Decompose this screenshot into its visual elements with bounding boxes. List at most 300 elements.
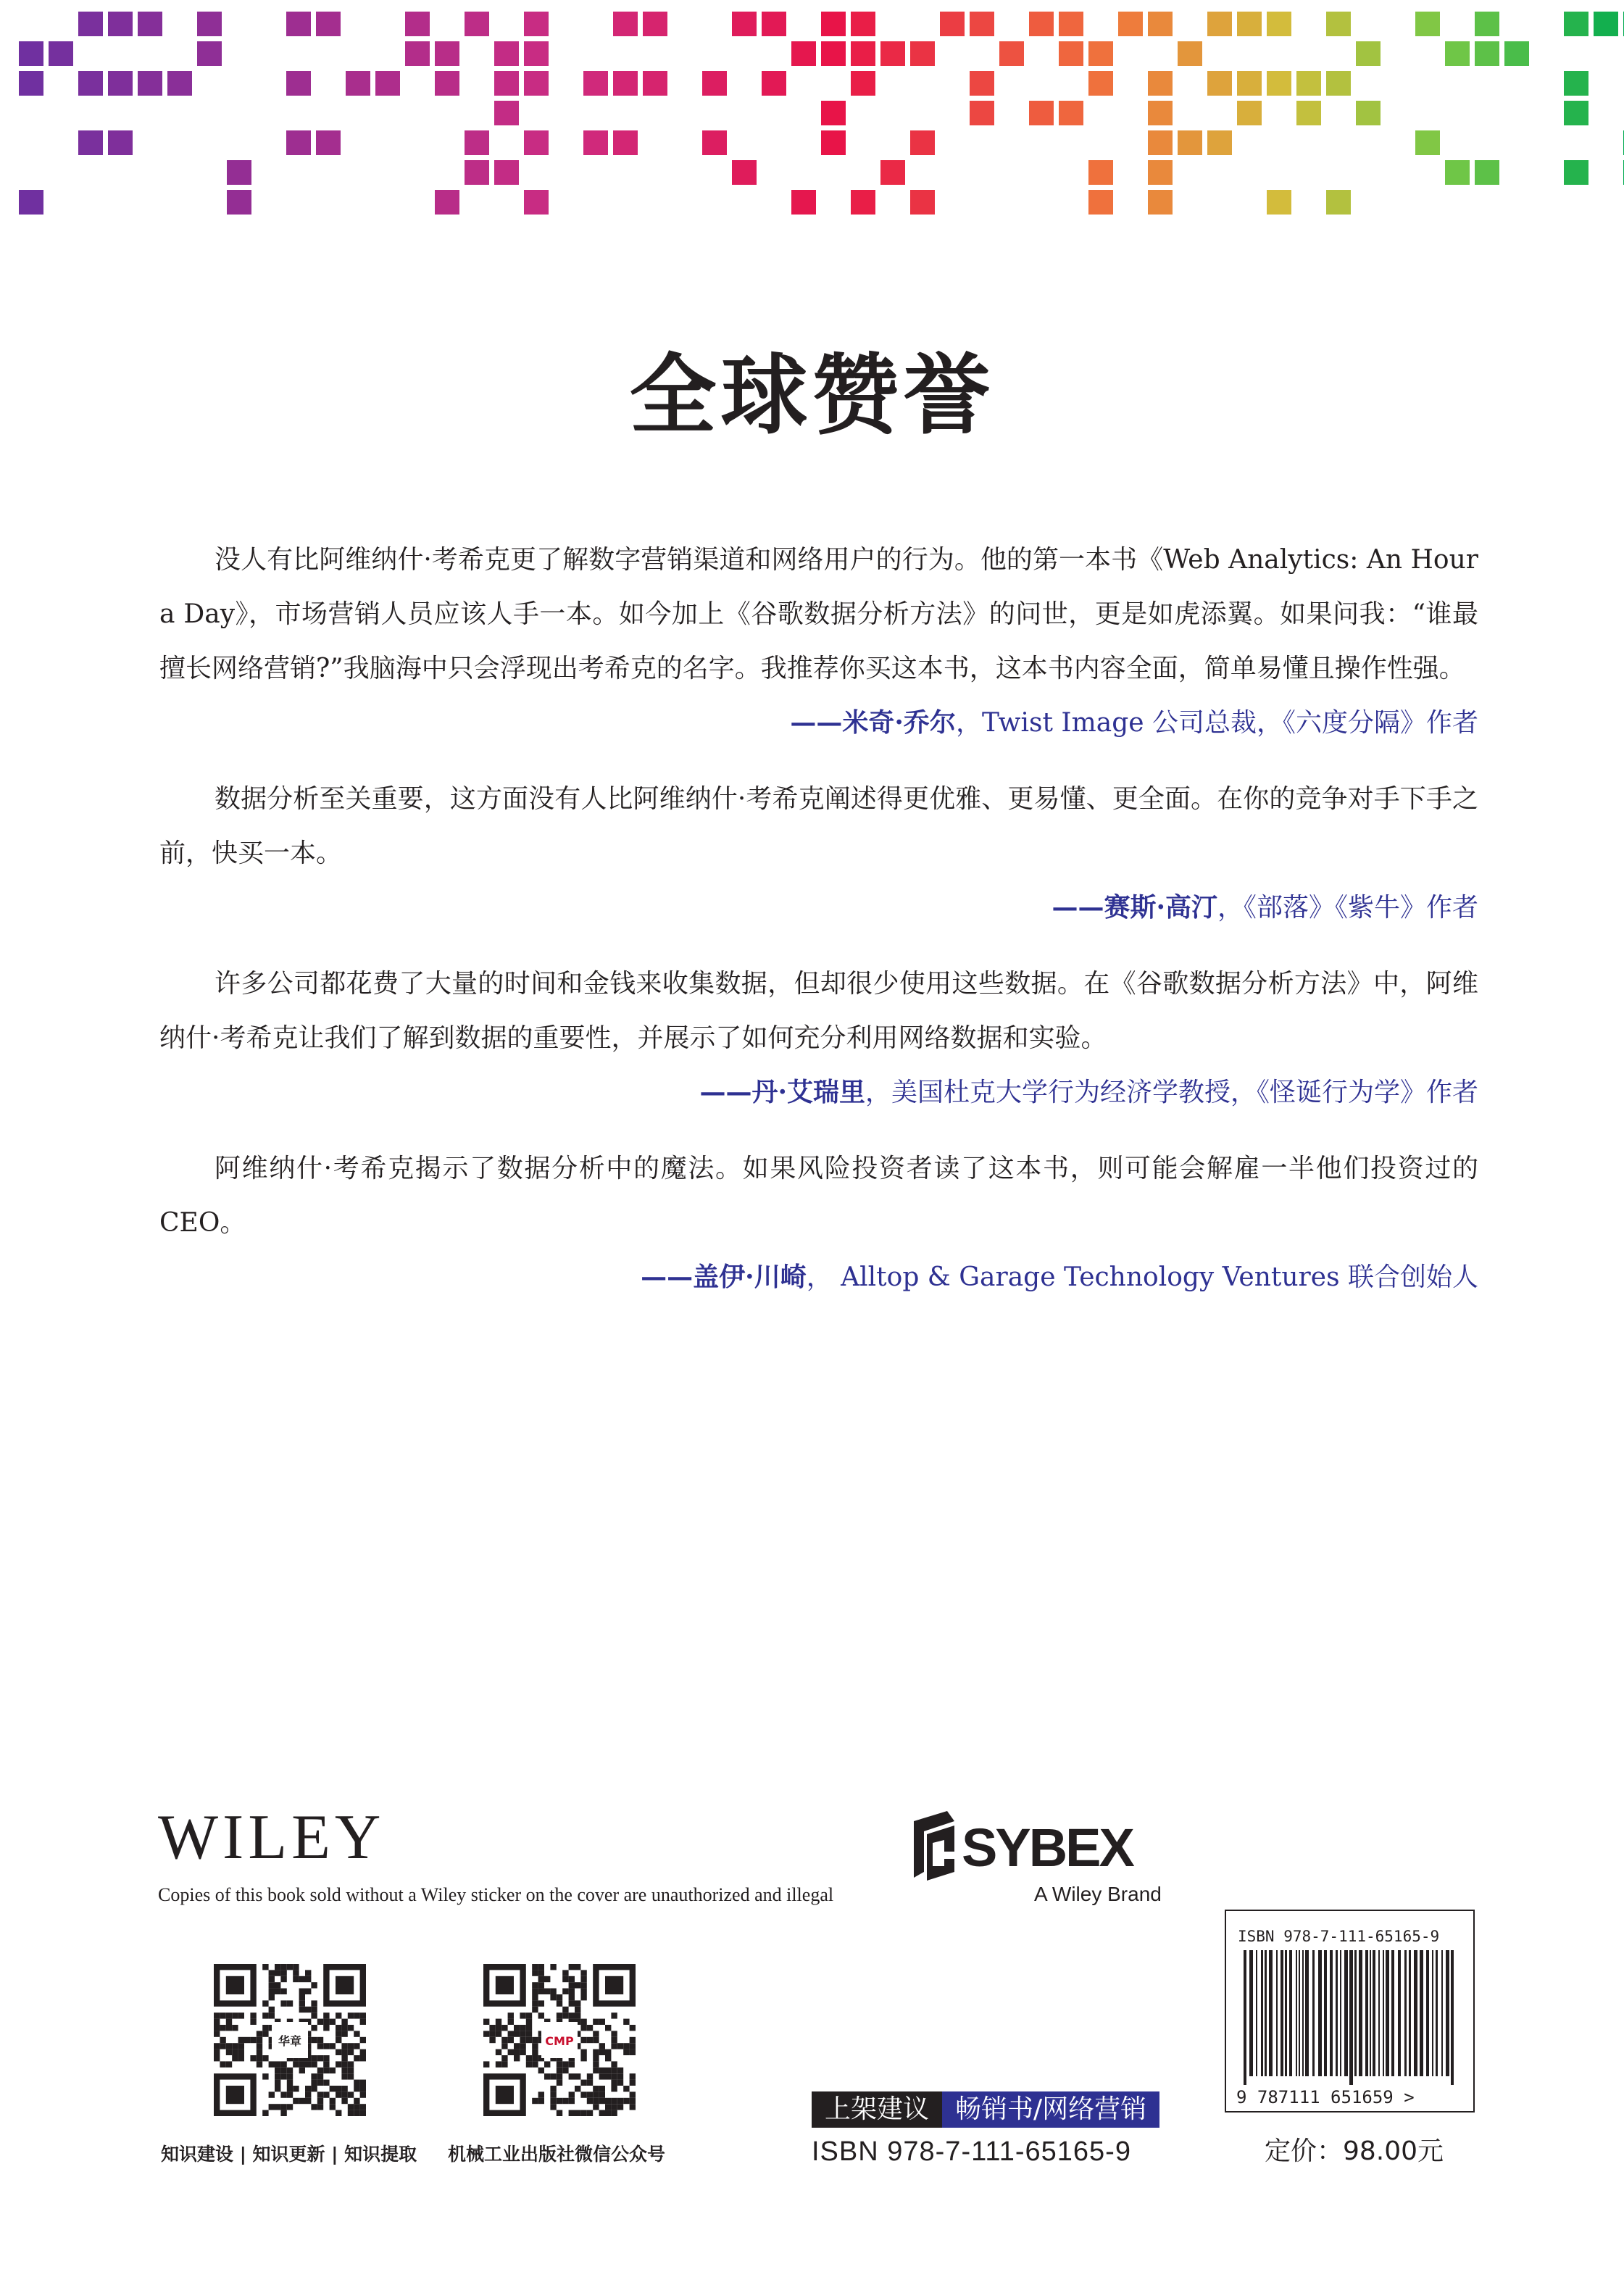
qr-module	[514, 2055, 520, 2061]
qr-module	[538, 2098, 544, 2104]
qr-module	[580, 2019, 586, 2025]
qr-module	[330, 2104, 336, 2110]
qr-module	[569, 1976, 575, 1982]
qr-module	[293, 1964, 299, 1970]
qr-caption: 机械工业出版社微信公众号	[448, 2144, 666, 2165]
qr-module	[354, 2098, 359, 2104]
pixel-tile	[910, 130, 935, 155]
qr-module	[311, 2073, 317, 2079]
qr-module	[323, 2061, 329, 2067]
qr-module	[508, 2012, 514, 2018]
qr-module	[269, 2104, 275, 2110]
qr-module	[587, 2037, 593, 2043]
pixel-tile	[1267, 71, 1291, 96]
qr-module	[538, 2068, 544, 2073]
qr-module	[262, 2025, 268, 2031]
pixel-tile	[1237, 71, 1262, 96]
review-author: ——丹·艾瑞里	[699, 1077, 865, 1107]
qr-module	[341, 2098, 347, 2104]
qr-module	[593, 2061, 599, 2067]
pixel-tile	[1564, 101, 1588, 125]
pixel-tile	[1178, 41, 1202, 66]
qr-code-huazhang[interactable]	[214, 1964, 366, 2116]
qr-module	[226, 2012, 232, 2018]
qr-module	[575, 2012, 580, 2018]
reviews-section	[159, 533, 1478, 1326]
qr-module	[623, 2019, 629, 2025]
barcode-bar	[1312, 1950, 1315, 2076]
qr-module	[526, 2037, 532, 2043]
qr-module	[257, 2055, 262, 2061]
qr-module	[226, 2025, 232, 2031]
qr-module	[360, 2012, 366, 2018]
barcode-bar	[1404, 1950, 1407, 2076]
qr-module	[526, 2012, 532, 2018]
pixel-tile	[108, 71, 133, 96]
qr-module	[341, 2091, 347, 2097]
qr-module	[630, 2037, 636, 2043]
qr-module	[280, 1964, 286, 1970]
qr-module	[599, 2110, 605, 2116]
qr-module	[257, 2061, 262, 2067]
qr-module	[605, 2068, 611, 2073]
pixel-tile	[524, 190, 549, 215]
pixel-tile	[940, 12, 965, 36]
barcode-bar	[1432, 1950, 1433, 2076]
qr-module	[532, 2037, 538, 2043]
qr-center-label: 华章	[278, 2034, 302, 2048]
qr-module	[550, 1989, 556, 1994]
review-attribution	[159, 696, 1478, 750]
pixel-tile	[435, 71, 459, 96]
qr-module	[569, 2110, 575, 2116]
qr-module	[532, 1982, 538, 1988]
pixel-tile	[1475, 12, 1499, 36]
qr-finder-core	[226, 2086, 244, 2104]
pixel-tile	[613, 71, 638, 96]
qr-module	[311, 2000, 317, 2006]
qr-module	[341, 2073, 347, 2079]
pixel-tile	[108, 130, 133, 155]
qr-module	[496, 2019, 501, 2025]
review-role: ， Alltop & Garage Technology Ventures 联合创始人	[806, 1262, 1478, 1292]
pixel-mosaic-decoration	[0, 0, 1624, 232]
qr-module	[508, 2037, 514, 2043]
qr-module	[232, 2055, 238, 2061]
qr-module	[569, 2073, 575, 2079]
qr-module	[257, 2049, 262, 2055]
qr-module	[348, 2043, 354, 2049]
qr-module	[214, 2025, 220, 2031]
review-text: 数据分析至关重要，这方面没有人比阿维纳什·考希克阐述得更优雅、更易懂、更全面。在你的竞争对手下手之前，快买一本。	[159, 784, 1478, 868]
pixel-tile	[19, 41, 43, 66]
qr-module	[244, 2037, 250, 2043]
qr-module	[280, 1976, 286, 1982]
pixel-tile	[197, 12, 222, 36]
qr-module	[354, 2031, 359, 2036]
qr-module	[317, 2037, 323, 2043]
pixel-tile	[1148, 160, 1173, 185]
qr-module	[336, 2086, 341, 2091]
qr-module	[605, 2098, 611, 2104]
qr-finder-core	[496, 2086, 514, 2104]
qr-module	[611, 2104, 617, 2110]
review-role: ，《部落》《紫牛》作者	[1217, 893, 1478, 923]
qr-module	[269, 1994, 275, 2000]
qr-module	[580, 2025, 586, 2031]
qr-module	[550, 2091, 556, 2097]
qr-module	[623, 2098, 629, 2104]
qr-module	[354, 2055, 359, 2061]
qr-module	[593, 2098, 599, 2104]
qr-module	[220, 2012, 225, 2018]
pixel-tile	[1564, 71, 1588, 96]
qr-module	[257, 2031, 262, 2036]
qr-module	[562, 2007, 568, 2012]
pixel-tile	[1237, 101, 1262, 125]
qr-module	[275, 2086, 280, 2091]
qr-module	[569, 1994, 575, 2000]
qr-module	[336, 2049, 341, 2055]
barcode-bar	[1305, 1950, 1309, 2076]
qr-module	[593, 2055, 599, 2061]
qr-module	[360, 2055, 366, 2061]
qr-module	[532, 2055, 538, 2061]
pixel-tile	[1059, 12, 1083, 36]
qr-module	[341, 2068, 347, 2073]
qr-module	[587, 2025, 593, 2031]
pixel-tile	[494, 101, 519, 125]
qr-module	[520, 2037, 525, 2043]
barcode-bar	[1426, 1950, 1429, 2076]
qr-module	[617, 2098, 623, 2104]
qr-module	[293, 2098, 299, 2104]
pixel-tile	[227, 160, 251, 185]
qr-module	[250, 2019, 256, 2025]
pixel-tile	[78, 12, 103, 36]
qr-module	[550, 2086, 556, 2091]
pixel-tile	[1415, 130, 1440, 155]
pixel-tile	[910, 41, 935, 66]
barcode-bar	[1383, 1950, 1384, 2076]
qr-code-cmp[interactable]	[483, 1964, 636, 2116]
qr-module	[569, 2000, 575, 2006]
qr-module	[341, 2049, 347, 2055]
qr-module	[562, 2012, 568, 2018]
pixel-tile	[1326, 190, 1351, 215]
qr-module	[532, 2061, 538, 2067]
qr-module	[599, 2019, 605, 2025]
pixel-tile	[762, 12, 786, 36]
barcode-isbn-label: ISBN 978-7-111-65165-9	[1238, 1928, 1440, 1945]
pixel-tile	[851, 41, 875, 66]
qr-module	[580, 2080, 586, 2086]
qr-module	[550, 1994, 556, 2000]
qr-module	[262, 2055, 268, 2061]
qr-module	[348, 2049, 354, 2055]
pixel-tile	[583, 71, 608, 96]
barcode-bar	[1398, 1950, 1401, 2076]
barcode-bar	[1289, 1950, 1292, 2076]
qr-module	[562, 1976, 568, 1982]
qr-module	[220, 2043, 225, 2049]
qr-module	[348, 2025, 354, 2031]
qr-module	[532, 2043, 538, 2049]
qr-module	[317, 2055, 323, 2061]
barcode-bar	[1244, 1950, 1246, 2085]
barcode-image	[1226, 1911, 1473, 2111]
qr-module	[630, 2025, 636, 2031]
pixel-tile	[286, 130, 311, 155]
qr-module	[599, 2091, 605, 2097]
barcode-bar	[1256, 1950, 1257, 2076]
qr-module	[250, 2055, 256, 2061]
qr-module	[280, 2110, 286, 2116]
qr-module	[317, 2098, 323, 2104]
qr-module	[360, 2086, 366, 2091]
qr-module	[360, 2091, 366, 2097]
barcode-bar	[1436, 1950, 1438, 2076]
qr-module	[520, 2012, 525, 2018]
qr-module	[538, 1976, 544, 1982]
qr-module	[311, 1982, 317, 1988]
pixel-tile	[405, 41, 430, 66]
qr-module	[501, 2061, 507, 2067]
pixel-tile	[435, 190, 459, 215]
qr-module	[311, 2104, 317, 2110]
qr-module	[623, 2086, 629, 2091]
qr-module	[275, 2073, 280, 2079]
qr-module	[557, 2080, 562, 2086]
qr-module	[508, 2019, 514, 2025]
qr-module	[617, 2068, 623, 2073]
qr-module	[280, 2061, 286, 2067]
qr-module	[599, 2049, 605, 2055]
qr-module	[226, 2019, 232, 2025]
wiley-sticker-note: Copies of this book sold without a Wiley sticker on the cover are unauthorized and illegal	[158, 1884, 834, 1905]
pixel-tile	[1088, 41, 1113, 66]
pixel-tile	[494, 41, 519, 66]
qr-module	[557, 2110, 562, 2116]
pixel-tile	[405, 12, 430, 36]
page-title: 全球赞誉	[629, 346, 995, 446]
pixel-tile	[851, 12, 875, 36]
pixel-tile	[197, 41, 222, 66]
qr-module	[317, 2068, 323, 2073]
pixel-tile	[465, 160, 489, 185]
qr-module	[275, 2068, 280, 2073]
qr-module	[336, 2025, 341, 2031]
qr-module	[593, 2068, 599, 2073]
qr-module	[323, 2012, 329, 2018]
qr-module	[323, 2025, 329, 2031]
qr-module	[496, 2031, 501, 2036]
qr-module	[630, 2091, 636, 2097]
qr-module	[214, 2049, 220, 2055]
qr-module	[214, 2043, 220, 2049]
qr-module	[341, 2055, 347, 2061]
qr-module	[569, 2061, 575, 2067]
qr-module	[280, 1970, 286, 1976]
pixel-tile	[1475, 41, 1499, 66]
qr-module	[232, 2043, 238, 2049]
review-text: 许多公司都花费了大量的时间和金钱来收集数据，但却很少使用这些数据。在《谷歌数据分析方法》中，阿维纳什·考希克让我们了解到数据的重要性，并展示了如何充分利用网络数据和实验。	[159, 969, 1478, 1053]
pixel-tile	[880, 41, 905, 66]
qr-module	[305, 2061, 311, 2067]
pixel-tile	[732, 12, 757, 36]
pixel-tile	[524, 41, 549, 66]
qr-module	[250, 2012, 256, 2018]
sybex-logo	[909, 1808, 1185, 1917]
pixel-tile	[1059, 101, 1083, 125]
shelf-label: 上架建议	[812, 2091, 942, 2128]
qr-module	[599, 2098, 605, 2104]
pixel-tile	[702, 130, 727, 155]
pixel-tile	[1029, 12, 1054, 36]
qr-module	[262, 2110, 268, 2116]
pixel-tile	[1118, 12, 1143, 36]
qr-module	[593, 2049, 599, 2055]
pixel-tile	[1207, 130, 1232, 155]
pixel-tile	[643, 12, 667, 36]
qr-module	[557, 2098, 562, 2104]
qr-finder-core	[605, 1976, 623, 1994]
qr-module	[317, 2091, 323, 2097]
qr-module	[287, 2091, 293, 2097]
barcode-bars	[1244, 1950, 1454, 2085]
pixel-tile	[791, 41, 816, 66]
qr-module	[483, 2019, 489, 2025]
pixel-tile	[49, 41, 73, 66]
qr-module	[287, 2068, 293, 2073]
qr-finder-core	[496, 1976, 514, 1994]
pixel-tile	[702, 71, 727, 96]
qr-module	[526, 2061, 532, 2067]
qr-module	[532, 1994, 538, 2000]
qr-module	[557, 2061, 562, 2067]
qr-module	[532, 1970, 538, 1976]
qr-module	[269, 1970, 275, 1976]
pixel-tile	[970, 71, 994, 96]
qr-module	[538, 2012, 544, 2018]
qr-module	[220, 2037, 225, 2043]
qr-module	[317, 2080, 323, 2086]
qr-module	[311, 2012, 317, 2018]
qr-module	[544, 2061, 550, 2067]
pixel-tile	[286, 12, 311, 36]
qr-module	[269, 2007, 275, 2012]
qr-module	[575, 1964, 580, 1970]
qr-module	[580, 1982, 586, 1988]
barcode-bar	[1414, 1950, 1417, 2076]
review-text: 阿维纳什·考希克揭示了数据分析中的魔法。如果风险投资者读了这本书，则可能会解雇一半他们投资过的CEO。	[159, 1154, 1478, 1238]
qr-module	[311, 2086, 317, 2091]
qr-module	[611, 2037, 617, 2043]
pixel-tile	[1148, 190, 1173, 215]
qr-module	[341, 2025, 347, 2031]
qr-module	[238, 2055, 244, 2061]
qr-module	[580, 1976, 586, 1982]
qr-module	[593, 2104, 599, 2110]
barcode-bar	[1276, 1950, 1278, 2076]
qr-module	[532, 2007, 538, 2012]
barcode-bar	[1269, 1950, 1273, 2076]
qr-module	[593, 2091, 599, 2097]
qr-module	[557, 2012, 562, 2018]
qr-module	[311, 2007, 317, 2012]
pixel-tile	[375, 71, 400, 96]
qr-module	[611, 2031, 617, 2036]
qr-caption: 知识建设 | 知识更新 | 知识提取	[161, 2144, 417, 2165]
qr-module	[520, 2031, 525, 2036]
qr-module	[299, 2068, 305, 2073]
qr-module	[605, 2049, 611, 2055]
barcode-bar	[1261, 1950, 1263, 2076]
barcode-bar	[1296, 1950, 1297, 2076]
qr-module	[323, 2080, 329, 2086]
qr-module	[323, 2091, 329, 2097]
qr-module	[232, 2025, 238, 2031]
pixel-tile	[851, 190, 875, 215]
barcode-bar	[1336, 1950, 1338, 2076]
qr-module	[587, 2110, 593, 2116]
qr-module	[617, 2073, 623, 2079]
qr-module	[360, 2110, 366, 2116]
qr-module	[611, 2012, 617, 2018]
qr-module	[293, 2086, 299, 2091]
qr-module	[317, 2073, 323, 2079]
review-attribution	[159, 1065, 1478, 1120]
qr-module	[617, 2104, 623, 2110]
price-label: 定价：98.00元	[1265, 2136, 1444, 2166]
qr-module	[580, 2055, 586, 2061]
qr-module	[323, 2043, 329, 2049]
qr-module	[557, 1994, 562, 2000]
qr-module	[617, 2080, 623, 2086]
qr-module	[580, 1989, 586, 1994]
qr-module	[587, 2073, 593, 2079]
qr-module	[257, 2043, 262, 2049]
qr-module	[611, 2043, 617, 2049]
pixel-tile	[138, 12, 162, 36]
qr-module	[336, 2061, 341, 2067]
qr-module	[262, 2031, 268, 2036]
pixel-tile	[227, 190, 251, 215]
qr-module	[330, 2086, 336, 2091]
barcode-bar	[1318, 1950, 1322, 2076]
qr-module	[336, 2031, 341, 2036]
qr-module	[317, 2043, 323, 2049]
qr-module	[299, 2098, 305, 2104]
barcode-bar	[1370, 1950, 1371, 2076]
qr-module	[544, 1989, 550, 1994]
pixel-tile	[1415, 12, 1440, 36]
review-text: 没人有比阿维纳什·考希克更了解数字营销渠道和网络用户的行为。他的第一本书《Web Analytics: An Hour a Day》，市场营销人员应该人手一本。如今加上《谷歌数据分析方法》的问世，更是如虎添翼。如果问我：“谁最擅长网络营销?”我脑海中只会浮现出考希克的名字。我推荐你买这本书，这本书内容全面，简单易懂且操作性强。	[159, 545, 1478, 683]
pixel-tile	[880, 160, 905, 185]
barcode-bar	[1349, 1950, 1353, 2085]
qr-module	[238, 2049, 244, 2055]
qr-module	[599, 2086, 605, 2091]
qr-module	[580, 2049, 586, 2055]
qr-module	[280, 2073, 286, 2079]
qr-module	[330, 2019, 336, 2025]
qr-module	[550, 2104, 556, 2110]
pixel-tile	[970, 12, 994, 36]
qr-module	[557, 2000, 562, 2006]
qr-module	[611, 2073, 617, 2079]
qr-module	[580, 2110, 586, 2116]
qr-module	[275, 1964, 280, 1970]
